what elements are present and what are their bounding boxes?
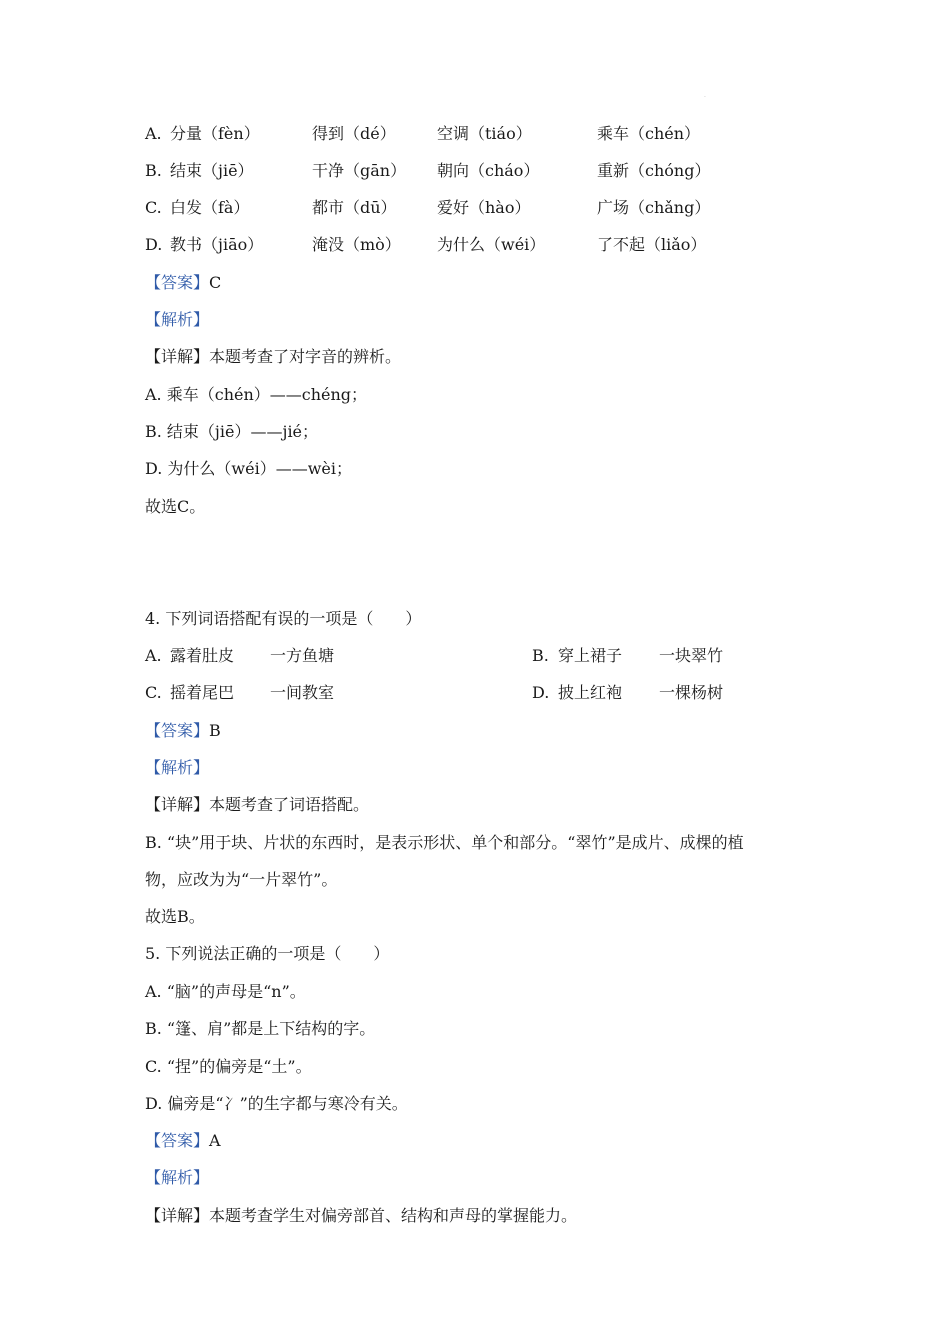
option-item: 分量（fèn）	[170, 124, 260, 143]
answer-tag: 【答案】	[145, 1131, 210, 1150]
option-label: D.	[145, 235, 163, 254]
option-phrase: 露着肚皮	[170, 646, 235, 665]
option-item: 朝向（cháo）	[437, 161, 540, 180]
q3-conclusion: 故选C。	[145, 497, 206, 516]
detail-text: 本题考查了词语搭配。	[209, 795, 370, 814]
q4-answer	[145, 721, 221, 741]
q3-answer	[145, 273, 221, 293]
q4-explain-line: B. “块”用于块、片状的东西时，是表示形状、单个和部分。“翠竹”是成片、成棵的植	[145, 833, 744, 852]
option-label: B.	[532, 646, 549, 665]
answer-value: B	[209, 721, 221, 740]
option-item: 得到（dé）	[312, 124, 396, 143]
q3-explain-line: D. 为什么（wéi）——wèi；	[145, 459, 352, 478]
q5-option-d: D. 偏旁是“冫”的生字都与寒冷有关。	[145, 1094, 408, 1113]
option-label: A.	[145, 124, 162, 143]
q5-stem: 5. 下列说法正确的一项是（ ）	[145, 944, 390, 963]
q4-detail	[145, 795, 369, 815]
detail-text: 本题考查学生对偏旁部首、结构和声母的掌握能力。	[209, 1206, 578, 1225]
option-phrase: 一棵杨树	[659, 683, 724, 702]
option-label: B.	[145, 161, 162, 180]
q3-analysis-tag: 【解析】	[145, 310, 210, 329]
answer-value: A	[209, 1131, 221, 1150]
option-label: C.	[145, 683, 162, 702]
option-phrase: 摇着尾巴	[170, 683, 235, 702]
q3-explain-line: B. 结束（jiē）——jié；	[145, 422, 319, 441]
option-item: 结束（jiē）	[170, 161, 254, 180]
q4-analysis-tag: 【解析】	[145, 758, 210, 777]
option-phrase: 披上红袍	[558, 683, 623, 702]
page-mark: ·	[704, 94, 706, 101]
detail-tag: 【详解】	[145, 1206, 210, 1225]
option-item: 都市（dū）	[312, 198, 397, 217]
answer-tag: 【答案】	[145, 273, 210, 292]
option-phrase: 穿上裙子	[558, 646, 623, 665]
option-item: 干净（gān）	[312, 161, 407, 180]
q4-explain-line: 物，应改为为“一片翠竹”。	[145, 870, 338, 889]
option-item: 淹没（mò）	[312, 235, 401, 254]
q3-detail	[145, 347, 401, 367]
option-label: D.	[532, 683, 550, 702]
option-phrase: 一块翠竹	[659, 646, 724, 665]
option-label: A.	[145, 646, 162, 665]
q5-analysis-tag: 【解析】	[145, 1168, 210, 1187]
option-item: 了不起（liǎo）	[597, 235, 707, 254]
option-item: 白发（fà）	[170, 198, 250, 217]
q4-conclusion: 故选B。	[145, 907, 205, 926]
option-phrase: 一间教室	[270, 683, 335, 702]
detail-text: 本题考查了对字音的辨析。	[209, 347, 402, 366]
option-item: 空调（tiáo）	[437, 124, 532, 143]
option-item: 乘车（chén）	[597, 124, 701, 143]
option-item: 爱好（hào）	[437, 198, 531, 217]
option-phrase: 一方鱼塘	[270, 646, 335, 665]
option-item: 广场（chǎng）	[597, 198, 711, 217]
q5-option-c: C. “捏”的偏旁是“土”。	[145, 1057, 312, 1076]
q5-detail	[145, 1206, 577, 1226]
option-label: C.	[145, 198, 162, 217]
q5-option-a: A. “脑”的声母是“n”。	[145, 982, 306, 1001]
q4-stem: 4. 下列词语搭配有误的一项是（ ）	[145, 609, 422, 628]
q3-explain-line: A. 乘车（chén）——chéng；	[145, 385, 368, 404]
option-item: 教书（jiāo）	[170, 235, 264, 254]
q5-answer	[145, 1131, 221, 1151]
answer-value: C	[209, 273, 222, 292]
detail-tag: 【详解】	[145, 795, 210, 814]
q5-option-b: B. “篷、肩”都是上下结构的字。	[145, 1019, 376, 1038]
detail-tag: 【详解】	[145, 347, 210, 366]
answer-tag: 【答案】	[145, 721, 210, 740]
option-item: 重新（chóng）	[597, 161, 711, 180]
option-item: 为什么（wéi）	[437, 235, 546, 254]
